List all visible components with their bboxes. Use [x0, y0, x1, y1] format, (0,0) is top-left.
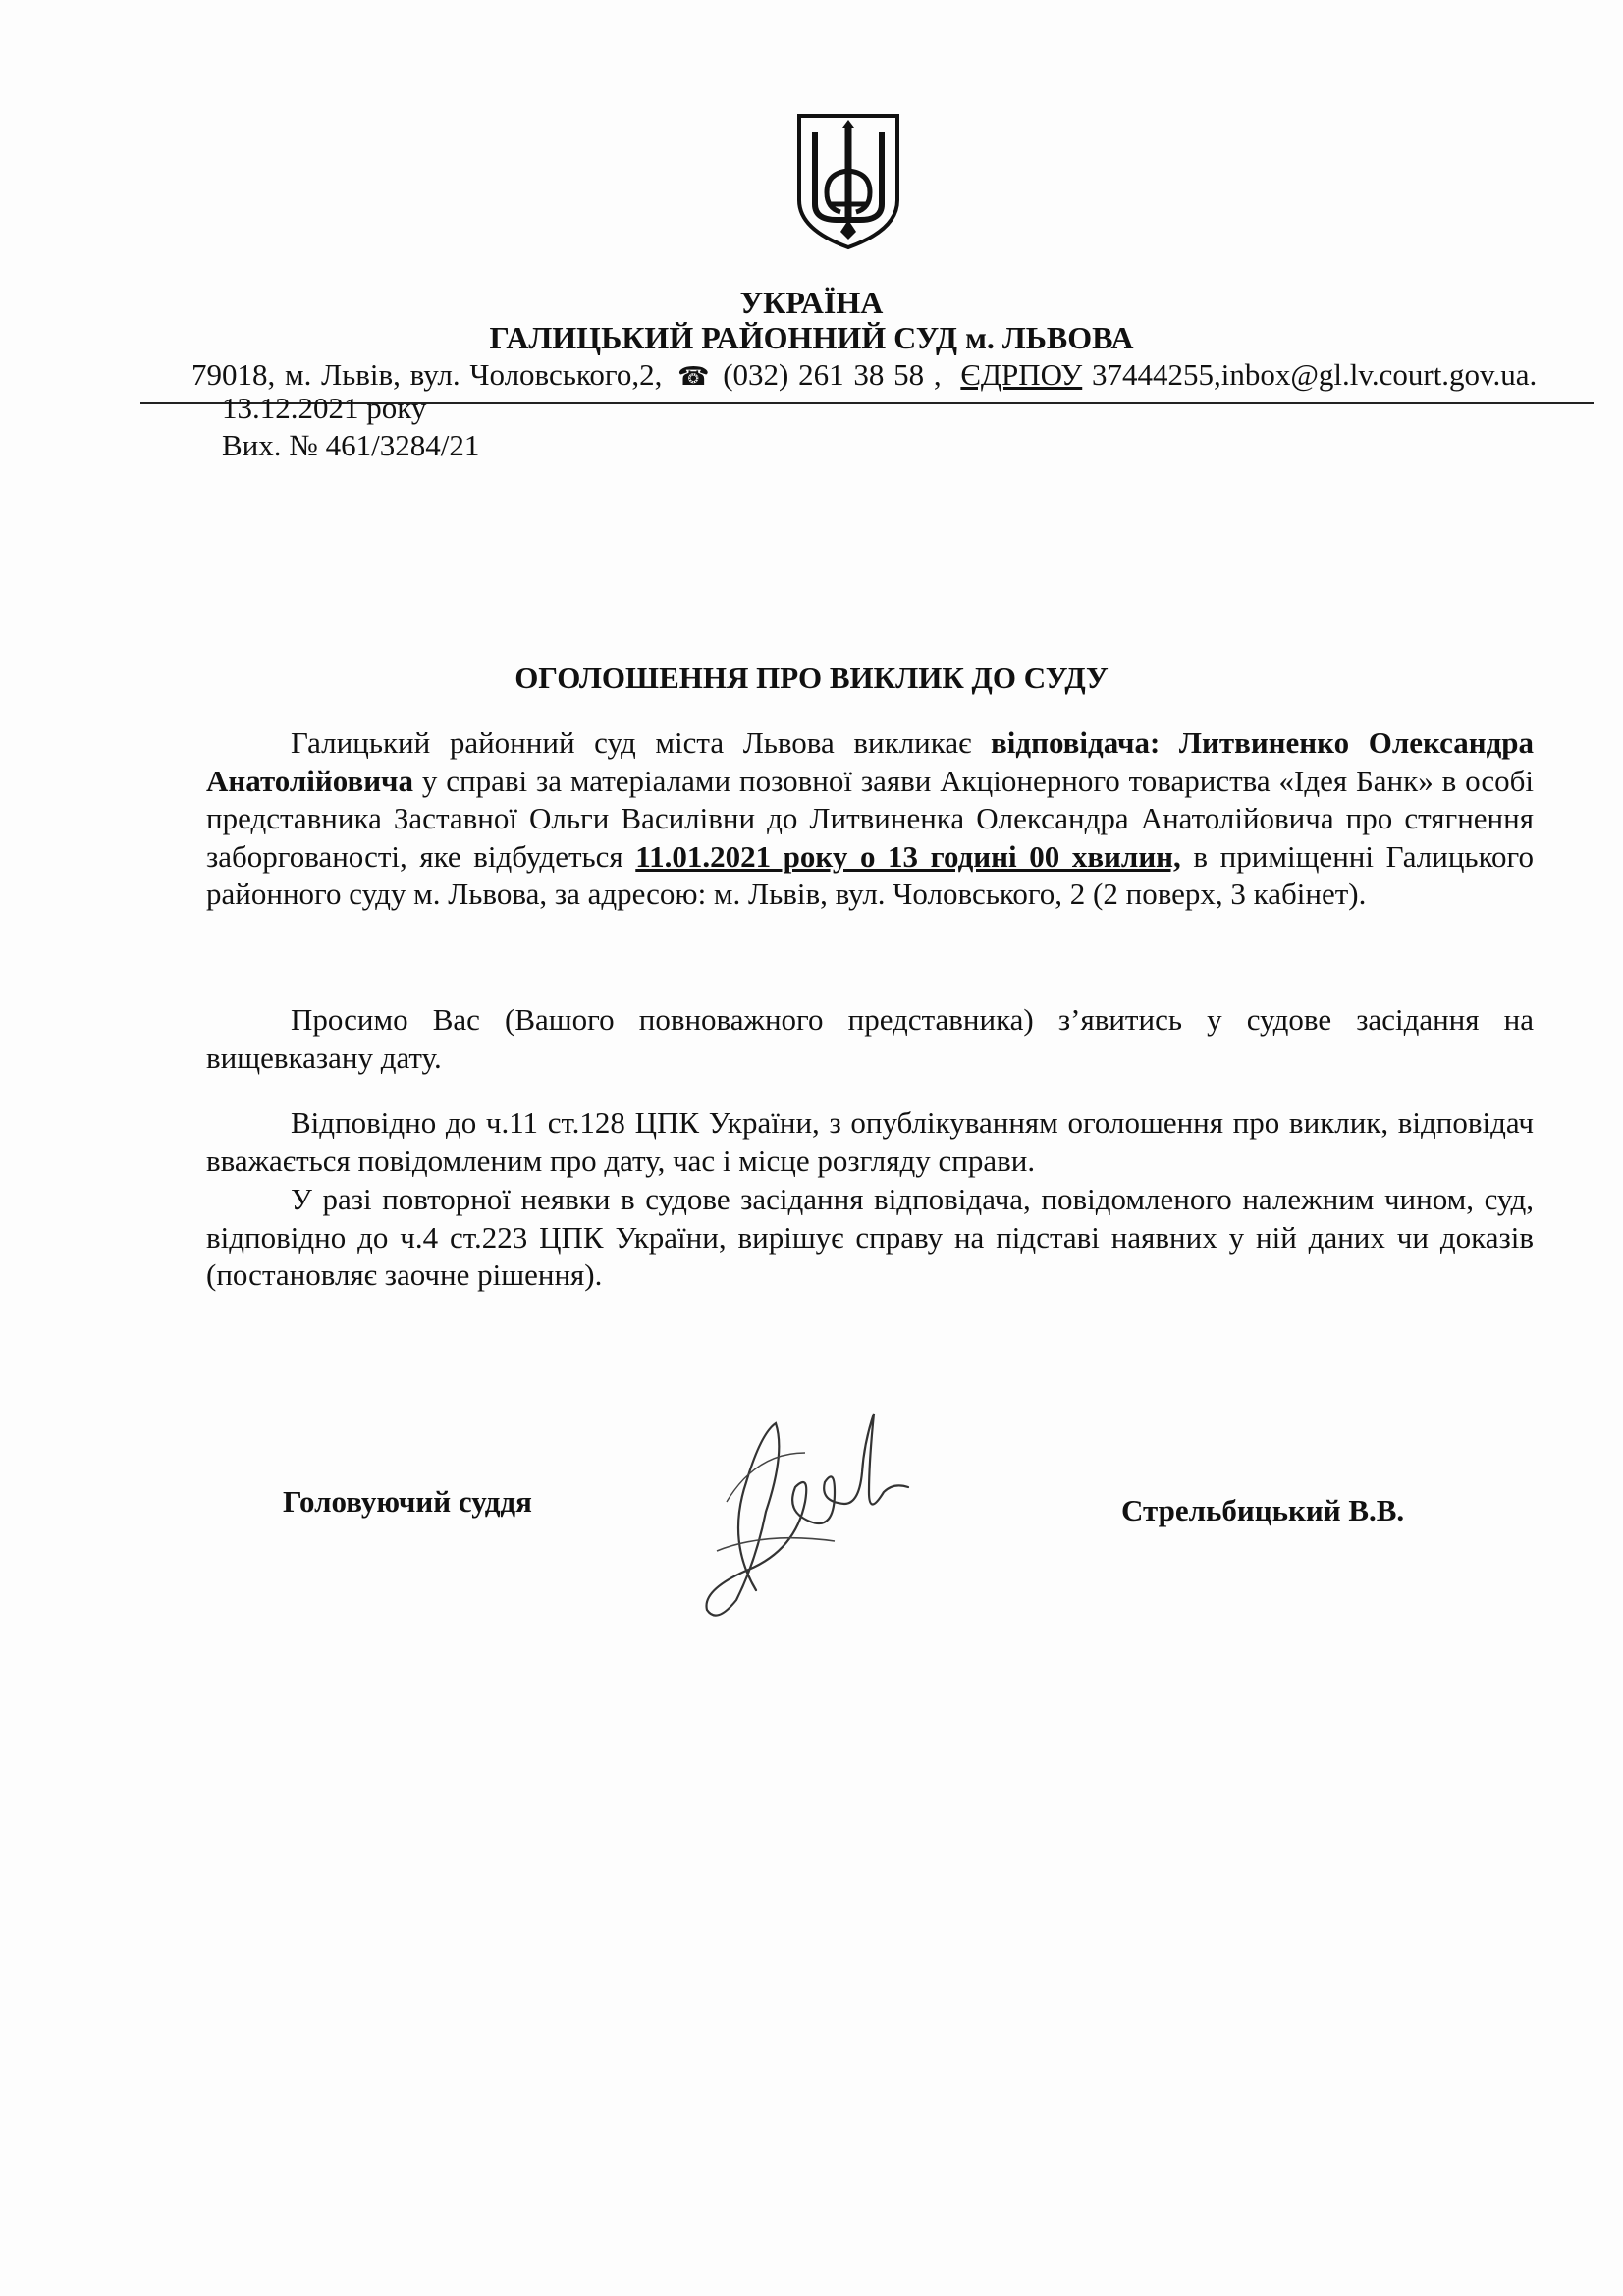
- p1-intro: Галицький районний суд міста Львова викликає: [291, 725, 992, 760]
- signatory-role: Головуючий суддя: [283, 1484, 532, 1519]
- notice-paragraph-2: [206, 1001, 1534, 1077]
- edrpou-label: ЄДРПОУ: [960, 357, 1083, 392]
- court-address: 79018, м. Львів, вул. Чоловського,2,: [191, 357, 663, 392]
- notice-title: ОГОЛОШЕННЯ ПРО ВИКЛИК ДО СУДУ: [514, 661, 1109, 695]
- p4-text: У разі повторної неявки в судове засідання відповідача, повідомленого належним чином, суд, відповідно до ч.4 ст.223 ЦПК України, вирішує справу на підставі наявних у ній даних чи доказів (постановляє заочне рішення).: [206, 1182, 1534, 1292]
- court-contacts: [191, 357, 1537, 395]
- country-heading: УКРАЇНА: [739, 285, 884, 320]
- notice-paragraph-1: [206, 724, 1534, 914]
- judge-name: Стрельбицький В.В.: [1121, 1493, 1405, 1527]
- p1-hearing-datetime: 11.01.2021 року о 13 годині 00 хвилин,: [635, 838, 1181, 874]
- p2-text: Просимо Вас (Вашого повноважного представника) з’явитись у судове засідання на вищевказану дату.: [206, 1002, 1534, 1075]
- notice-paragraph-4: [206, 1181, 1534, 1295]
- coat-of-arms-icon: [793, 110, 903, 252]
- p1-defendant: відповідача: Литвиненко Олександра Анатолійовича: [206, 725, 1535, 798]
- handwritten-signature: [687, 1394, 913, 1629]
- court-name-heading: ГАЛИЦЬКИЙ РАЙОННИЙ СУД м. ЛЬВОВА: [489, 320, 1134, 355]
- outgoing-number: Вих. № 461/3284/21: [222, 428, 480, 462]
- phone-icon: ☎: [677, 362, 710, 391]
- edrpou-and-email: 37444255,inbox@gl.lv.court.gov.ua.: [1091, 357, 1538, 392]
- p1-location: в приміщенні Галицького районного суду м. Львова, за адресою: м. Львів, вул. Чоловського, 2 (2 поверх, 3 кабінет).: [206, 838, 1534, 911]
- court-phone: (032) 261 38 58 ,: [723, 357, 942, 392]
- p1-case: у справі за матеріалами позовної заяви Акціонерного товариства «Ідея Банк» в особі представника Заставної Ольги Василівни до Литвиненка Олександра Анатолійовича про стягнення заборгованості, яке відбудеться: [206, 763, 1534, 874]
- p3-text: Відповідно до ч.11 ст.128 ЦПК України, з опублікуванням оголошення про виклик, відповідач вважається повідомленим про дату, час і місце розгляду справи.: [206, 1105, 1534, 1178]
- document-date: 13.12.2021 року: [222, 391, 427, 425]
- notice-paragraph-3: [206, 1104, 1534, 1180]
